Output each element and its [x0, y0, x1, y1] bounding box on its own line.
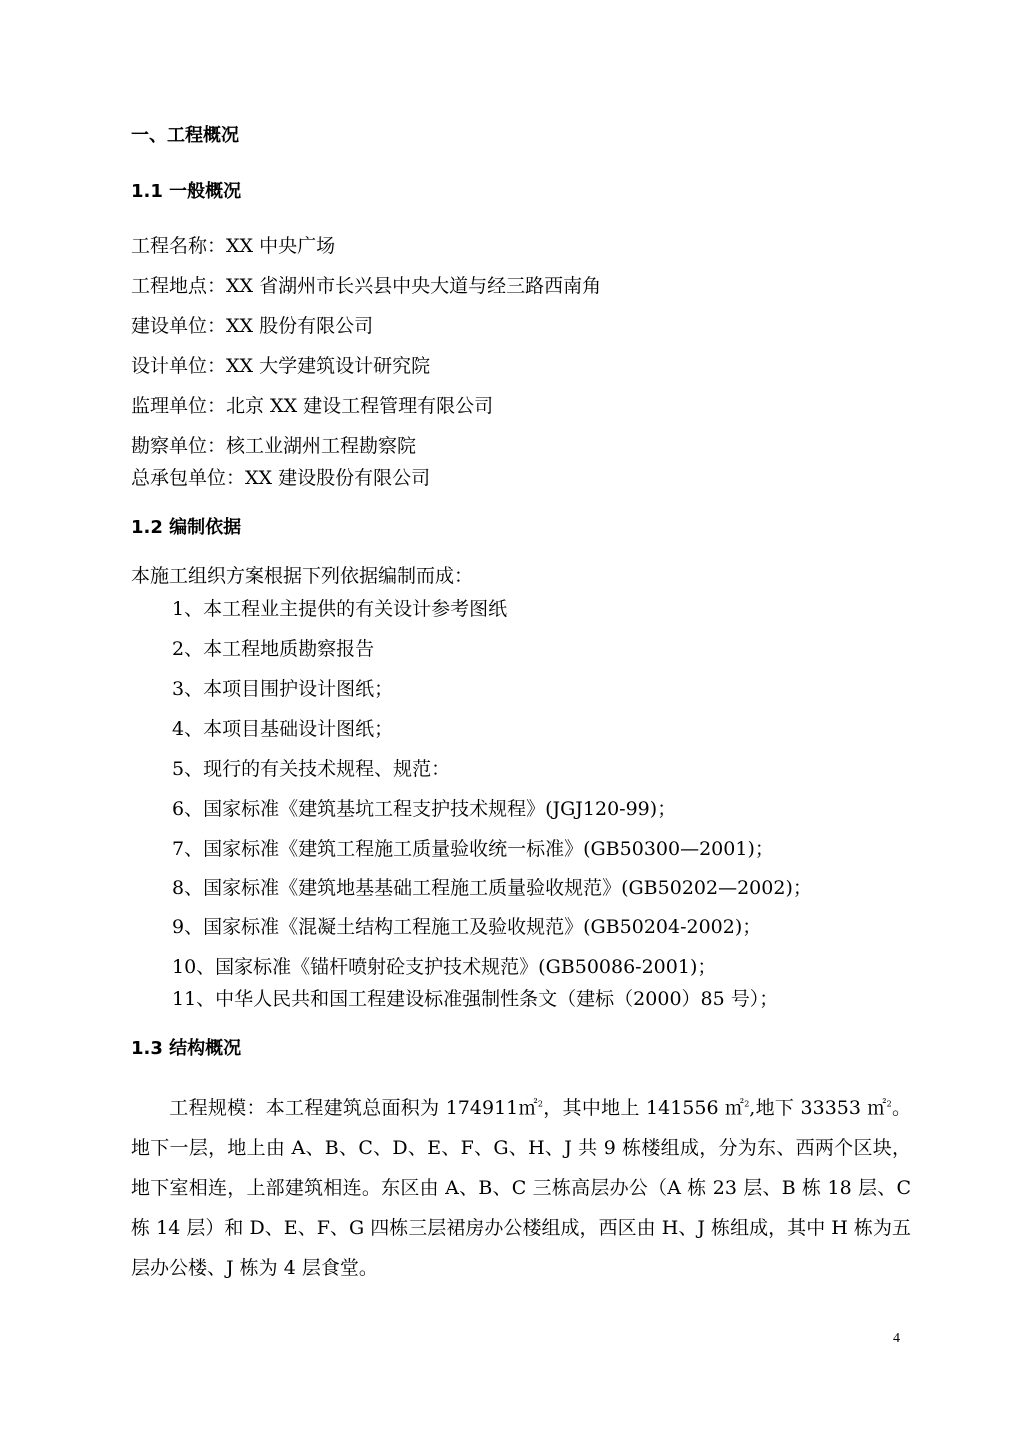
survey-unit: 勘察单位：核工业湖州工程勘察院	[131, 435, 417, 457]
page-number: 4	[893, 1331, 900, 1346]
structure-text-4: 。地下一层，地上由 A、B、C、D、E、F、G、H、J 共 9 栋楼组成，分为东、西两个区块，地下室相连，上部建筑相连。东区由 A、B、C 三栋高层办公（A 栋 23 层、B 栋 18 层、C 栋 14 层）和 D、E、F、G 四栋三层裙房办公楼组成，西区由 H、J 栋组成，其中 H 栋为五层办公楼、J 栋为 4 层食堂。	[131, 1097, 911, 1279]
heading-structure: 1.3 结构概况	[131, 1038, 242, 1059]
basis-item: 6、国家标准《建筑基坑工程支护技术规程》(JGJ120-99)；	[172, 798, 677, 820]
project-location: 工程地点：XX 省湖州市长兴县中央大道与经三路西南角	[131, 275, 602, 297]
basis-item: 2、本工程地质勘察报告	[172, 638, 375, 660]
basis-item: 9、国家标准《混凝土结构工程施工及验收规范》(GB50204-2002)；	[172, 916, 762, 938]
section-title: 一、工程概况	[131, 125, 239, 146]
basis-item: 5、现行的有关技术规程、规范：	[172, 758, 451, 780]
basis-intro: 本施工组织方案根据下列依据编制而成：	[131, 565, 474, 587]
superscript: 2	[537, 1099, 543, 1109]
structure-text-1: 工程规模：本工程建筑总面积为 174911㎡	[169, 1097, 538, 1119]
heading-general-overview: 1.1 一般概况	[131, 181, 242, 202]
basis-item: 3、本项目围护设计图纸；	[172, 678, 394, 700]
structure-text-3: ,地下 33353 ㎡	[749, 1097, 887, 1119]
design-unit: 设计单位：XX 大学建筑设计研究院	[131, 355, 431, 377]
basis-item: 1、本工程业主提供的有关设计参考图纸	[172, 598, 508, 620]
basis-item: 10、国家标准《锚杆喷射砼支护技术规范》(GB50086-2001)；	[172, 956, 717, 978]
structure-text-2: ，其中地上 141556 ㎡	[542, 1097, 745, 1119]
basis-item: 4、本项目基础设计图纸；	[172, 718, 394, 740]
general-contractor: 总承包单位：XX 建设股份有限公司	[131, 467, 431, 489]
superscript: 2	[886, 1099, 892, 1109]
heading-basis: 1.2 编制依据	[131, 517, 242, 538]
superscript: 2	[744, 1099, 750, 1109]
project-name: 工程名称：XX 中央广场	[131, 235, 336, 257]
supervision-unit: 监理单位：北京 XX 建设工程管理有限公司	[131, 395, 494, 417]
basis-item: 8、国家标准《建筑地基基础工程施工质量验收规范》(GB50202—2002)；	[172, 877, 812, 899]
construction-unit: 建设单位：XX 股份有限公司	[131, 315, 374, 337]
structure-paragraph	[131, 1088, 911, 1288]
basis-item: 11、中华人民共和国工程建设标准强制性条文（建标（2000）85 号）；	[172, 988, 779, 1010]
basis-item: 7、国家标准《建筑工程施工质量验收统一标准》(GB50300—2001)；	[172, 838, 774, 860]
